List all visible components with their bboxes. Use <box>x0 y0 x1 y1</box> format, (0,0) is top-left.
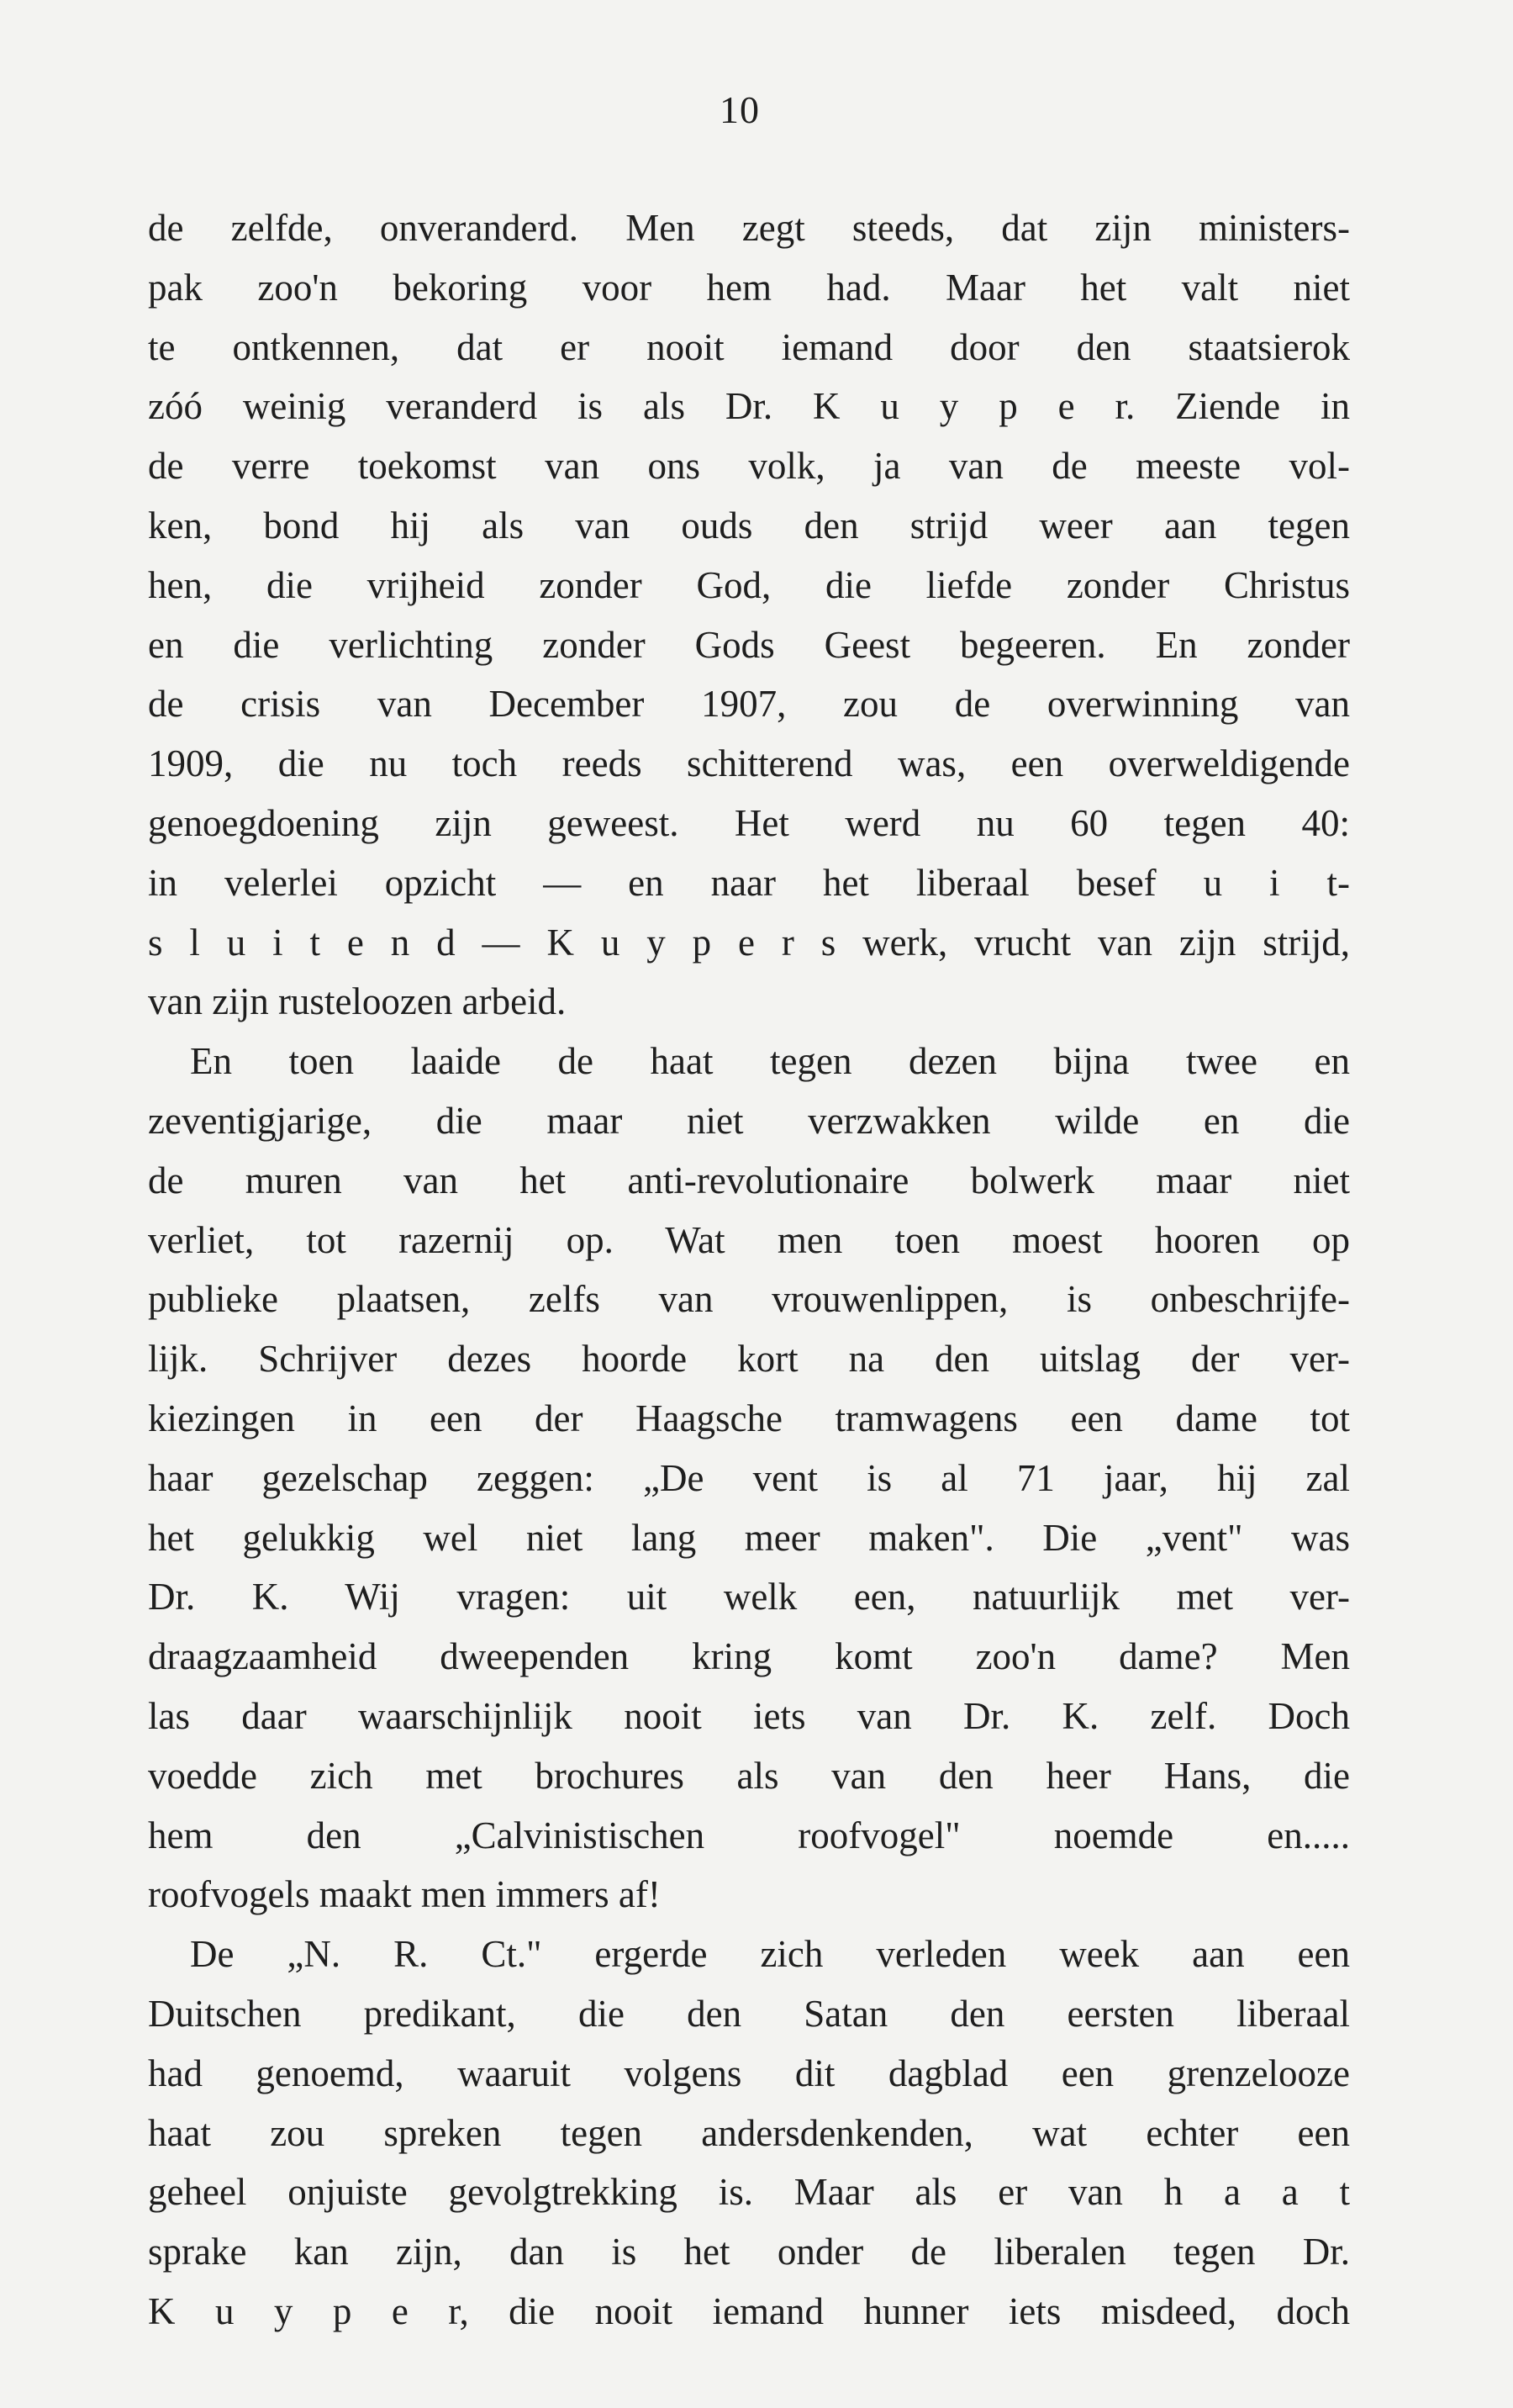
body-text <box>148 198 1350 2342</box>
text-line: voedde zich met brochures als van den heer Hans, die <box>148 1754 1350 1797</box>
text-line: En toen laaide de haat tegen dezen bijna twee en <box>190 1040 1350 1083</box>
paragraph-2 <box>148 1032 1350 1925</box>
text-line: geheel onjuiste gevolgtrekking is. Maar als er van h a a t <box>148 2171 1350 2214</box>
text-line: genoegdoening zijn geweest. Het werd nu 60 tegen 40: <box>148 801 1350 844</box>
text-line: Duitschen predikant, die den Satan den eersten liberaal <box>148 1992 1350 2035</box>
text-line: De „N. R. Ct." ergerde zich verleden week aan een <box>190 1933 1350 1976</box>
text-line: de muren van het anti-revolutionaire bolwerk maar niet <box>148 1159 1350 1201</box>
text-line: publieke plaatsen, zelfs van vrouwenlippen, is onbeschrijfe- <box>148 1278 1350 1321</box>
text-line: zeventigjarige, die maar niet verzwakken wilde en die <box>148 1099 1350 1142</box>
text-line: sprake kan zijn, dan is het onder de liberalen tegen Dr. <box>148 2231 1350 2273</box>
text-line: K u y p e r, die nooit iemand hunner iets misdeed, doch <box>148 2289 1350 2332</box>
text-line: te ontkennen, dat er nooit iemand door den staatsierok <box>148 325 1350 368</box>
text-line: Dr. K. Wij vragen: uit welk een, natuurlijk met ver- <box>148 1576 1350 1619</box>
text-line: ken, bond hij als van ouds den strijd weer aan tegen <box>148 504 1350 547</box>
text-line: in velerlei opzicht — en naar het liberaal besef u i t- <box>148 861 1350 904</box>
text-line: had genoemd, waaruit volgens dit dagblad een grenzelooze <box>148 2052 1350 2094</box>
text-line: zóó weinig veranderd is als Dr. K u y p e r. Ziende in <box>148 385 1350 428</box>
text-line: s l u i t e n d — K u y p e r s werk, vrucht van zijn strijd, <box>148 921 1350 964</box>
text-line: kiezingen in een der Haagsche tramwagens een dame tot <box>148 1397 1350 1439</box>
text-line: roofvogels maakt men immers af! <box>148 1873 661 1916</box>
text-line: van zijn rusteloozen arbeid. <box>148 980 567 1023</box>
text-line: hem den „Calvinistischen roofvogel" noemde en..... <box>148 1814 1350 1856</box>
text-line: hen, die vrijheid zonder God, die liefde zonder Christus <box>148 563 1350 606</box>
paragraph-3 <box>148 1925 1350 2342</box>
text-line: haat zou spreken tegen andersdenkenden, wat echter een <box>148 2111 1350 2154</box>
paragraph-1 <box>148 198 1350 1032</box>
page-number: 10 <box>720 88 760 131</box>
text-line: en die verlichting zonder Gods Geest begeeren. En zonder <box>148 623 1350 666</box>
text-line: het gelukkig wel niet lang meer maken". Die „vent" was <box>148 1516 1350 1559</box>
text-line: haar gezelschap zeggen: „De vent is al 71 jaar, hij zal <box>148 1456 1350 1499</box>
text-line: lijk. Schrijver dezes hoorde kort na den uitslag der ver- <box>148 1338 1350 1381</box>
text-line: de crisis van December 1907, zou de overwinning van <box>148 683 1350 726</box>
text-line: las daar waarschijnlijk nooit iets van Dr. K. zelf. Doch <box>148 1694 1350 1737</box>
text-line: pak zoo'n bekoring voor hem had. Maar het valt niet <box>148 266 1350 309</box>
text-line: de verre toekomst van ons volk, ja van de meeste vol- <box>148 445 1350 488</box>
text-line: draagzaamheid dweependen kring komt zoo'n dame? Men <box>148 1635 1350 1678</box>
text-line: 1909, die nu toch reeds schitterend was, een overweldigende <box>148 742 1350 785</box>
text-line: de zelfde, onveranderd. Men zegt steeds, dat zijn ministers- <box>148 207 1350 249</box>
text-line: verliet, tot razernij op. Wat men toen moest hooren op <box>148 1218 1350 1261</box>
